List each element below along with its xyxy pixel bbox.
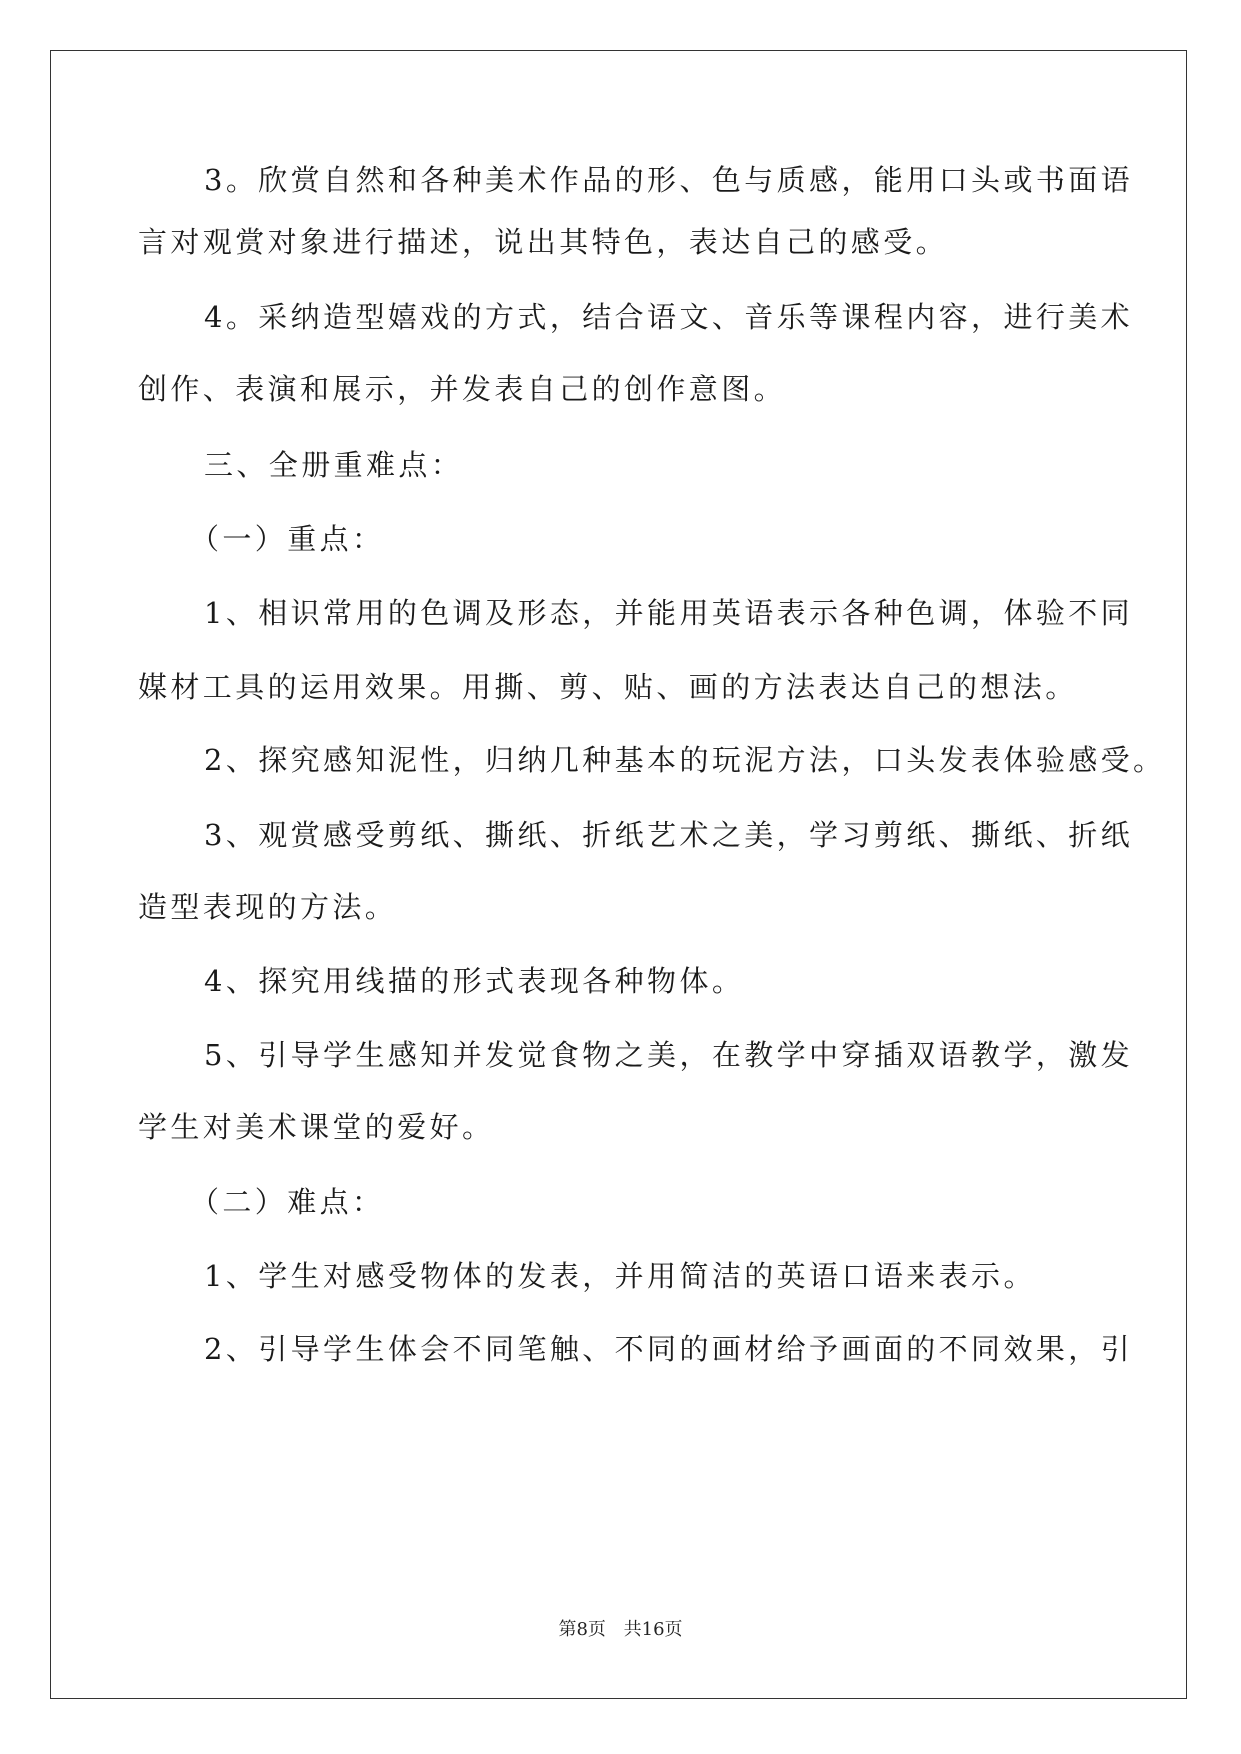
- paragraph-line: 创作、表演和展示，并发表自己的创作意图。: [138, 372, 787, 406]
- paragraph-line: 造型表现的方法。: [138, 890, 398, 924]
- paragraph-line: 2、引导学生体会不同笔触、不同的画材给予画面的不同效果，引: [204, 1332, 1134, 1366]
- paragraph-line: 学生对美术课堂的爱好。: [138, 1110, 495, 1144]
- page-number: 第8页: [558, 1619, 606, 1640]
- subsection-heading: （一）重点：: [190, 522, 385, 556]
- paragraph-line: 1、相识常用的色调及形态，并能用英语表示各种色调，体验不同: [204, 596, 1134, 630]
- section-heading: 三、全册重难点：: [204, 448, 464, 482]
- page-total: 共16页: [623, 1619, 683, 1640]
- paragraph-line: 5、引导学生感知并发觉食物之美，在教学中穿插双语教学，激发: [204, 1038, 1134, 1072]
- paragraph-line: 3、观赏感受剪纸、撕纸、折纸艺术之美，学习剪纸、撕纸、折纸: [204, 818, 1134, 852]
- paragraph-line: 言对观赏对象进行描述，说出其特色，表达自己的感受。: [138, 225, 949, 259]
- paragraph-line: 1、学生对感受物体的发表，并用简洁的英语口语来表示。: [204, 1259, 1036, 1293]
- paragraph-line: 2、探究感知泥性，归纳几种基本的玩泥方法，口头发表体验感受。: [204, 743, 1166, 777]
- paragraph-line: 4、探究用线描的形式表现各种物体。: [204, 964, 745, 998]
- paragraph-line: 3。欣赏自然和各种美术作品的形、色与质感，能用口头或书面语: [204, 163, 1134, 197]
- paragraph-line: 媒材工具的运用效果。用撕、剪、贴、画的方法表达自己的想法。: [138, 670, 1078, 704]
- page-footer: [0, 1618, 1241, 1642]
- subsection-heading: （二）难点：: [190, 1185, 385, 1219]
- paragraph-line: 4。采纳造型嬉戏的方式，结合语文、音乐等课程内容，进行美术: [204, 300, 1134, 334]
